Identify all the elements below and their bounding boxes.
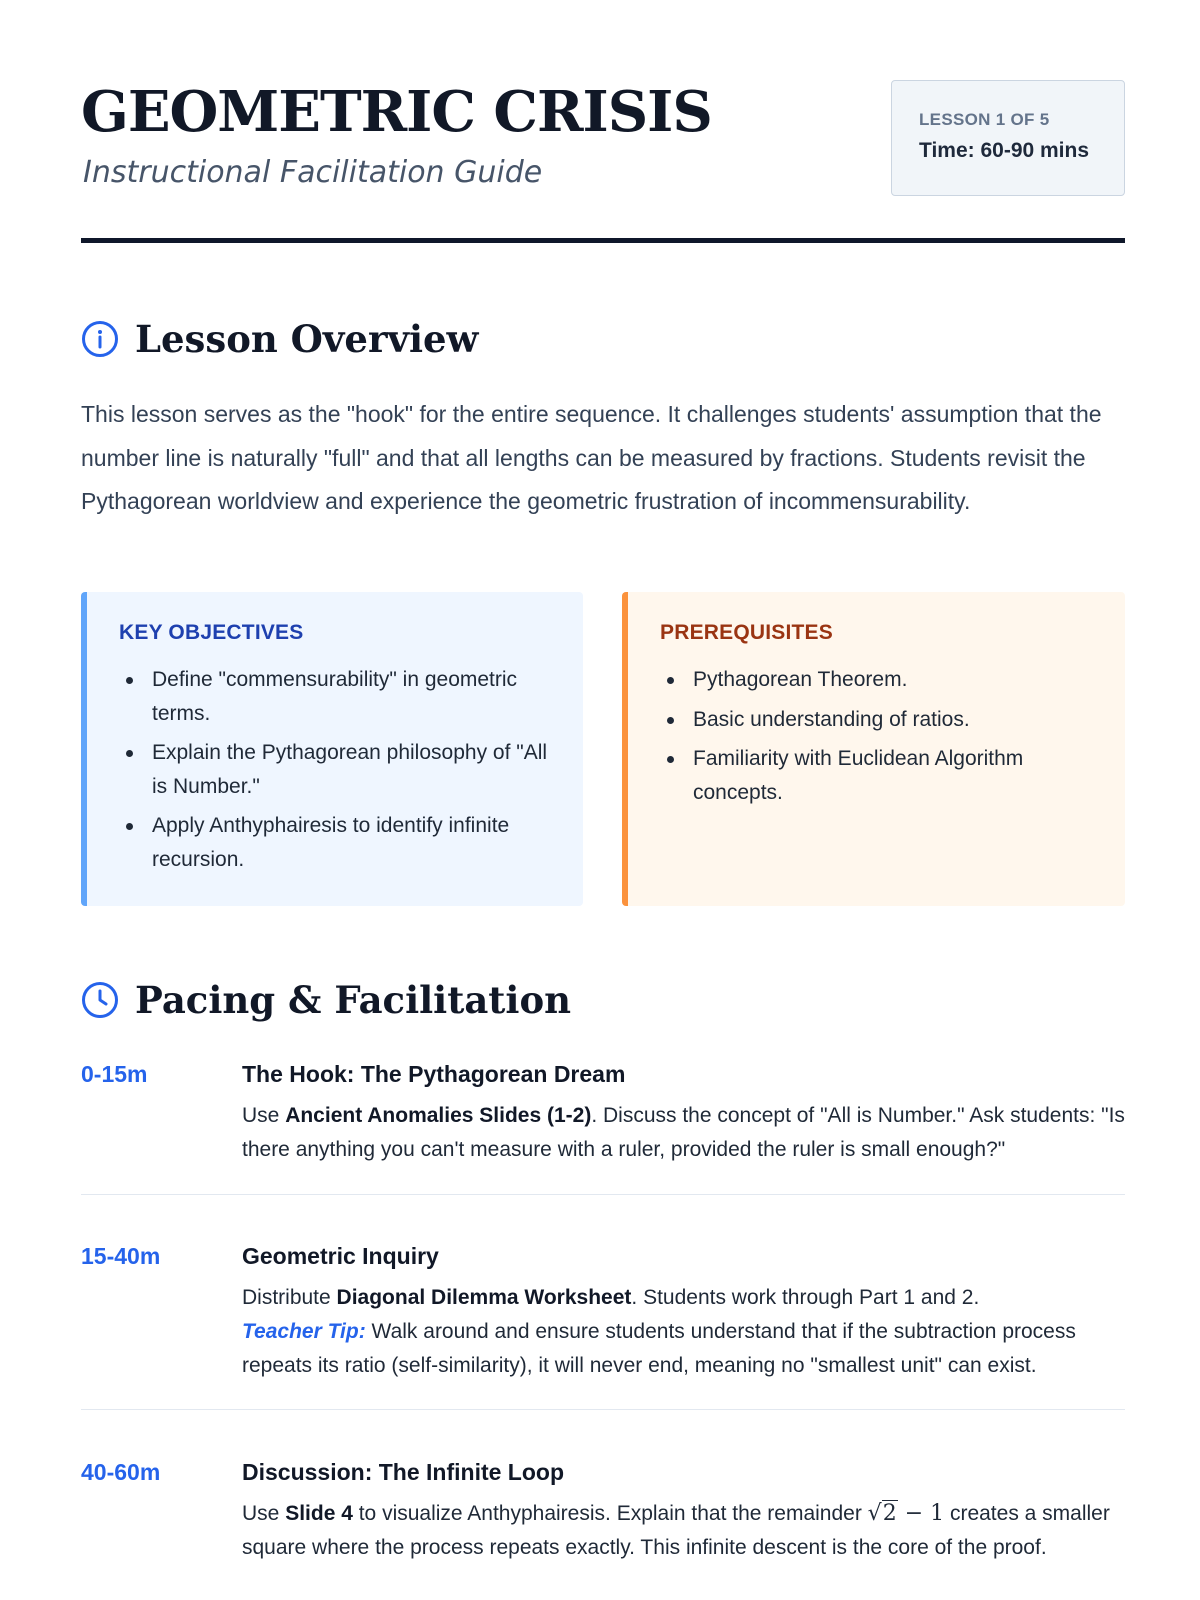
teacher-tip-text: Walk around and ensure students understand that if the subtraction process repeats its ratio (self-similarity), it will never end, meaning no "smallest unit" can exist. (242, 1320, 1076, 1377)
body-text: Use (242, 1104, 286, 1127)
resource-name: Ancient Anomalies Slides (1-2) (285, 1104, 592, 1127)
overview-text: This lesson serves as the "hook" for the entire sequence. It challenges students' assumption that the number line is naturally "full" and that all lengths can be measured by fractions. Students revisit the Pythagorean worldview and experience the geometric frustration of incommensurability. (81, 401, 1102, 514)
row-divider (81, 1194, 1125, 1195)
objective-item: Explain the Pythagorean philosophy of "All is Number." (119, 736, 555, 803)
prerequisites-heading: PREREQUISITES (660, 621, 833, 644)
pacing-time: 40-60m (81, 1459, 161, 1485)
pacing-step-body (242, 1497, 1125, 1565)
pacing-step-body (242, 1099, 1125, 1167)
objectives-heading: KEY OBJECTIVES (119, 621, 304, 644)
prerequisite-item: Familiarity with Euclidean Algorithm concepts. (660, 742, 1097, 809)
lesson-number: LESSON 1 OF 5 (919, 110, 1050, 129)
body-text: creates a smaller square where the process repeats exactly. This infinite descent is the core of the proof. (242, 1502, 1110, 1559)
lesson-info-card (891, 80, 1125, 196)
pacing-step-body (242, 1281, 1125, 1383)
objectives-box (81, 592, 583, 906)
math-remainder: − 1 (897, 1501, 945, 1526)
pacing-title: Pacing & Facilitation (135, 977, 572, 1022)
clock-icon (81, 981, 119, 1019)
document-subtitle: Instructional Facilitation Guide (83, 155, 543, 190)
pacing-row (81, 1063, 1125, 1203)
pacing-row (81, 1245, 1125, 1395)
objectives-list (119, 663, 555, 876)
resource-name: Slide 4 (285, 1502, 353, 1525)
overview-heading (81, 317, 478, 361)
pacing-step-title: Discussion: The Infinite Loop (242, 1459, 564, 1485)
prerequisites-box (622, 592, 1125, 906)
pacing-step-title: The Hook: The Pythagorean Dream (242, 1061, 626, 1087)
info-icon (81, 320, 119, 358)
prerequisite-item: Pythagorean Theorem. (660, 663, 1097, 697)
overview-title: Lesson Overview (135, 316, 479, 361)
math-expression (868, 1500, 944, 1526)
document-header (81, 80, 1125, 244)
teacher-tip-label: Teacher Tip: (242, 1320, 366, 1343)
pacing-row (81, 1461, 1125, 1600)
body-text: Distribute (242, 1286, 337, 1309)
pacing-time: 15-40m (81, 1243, 161, 1269)
radicand: 2 (882, 1501, 897, 1526)
header-divider (81, 238, 1125, 243)
body-text: Use (242, 1502, 286, 1525)
pacing-step-title: Geometric Inquiry (242, 1243, 439, 1269)
objective-item: Apply Anthyphairesis to identify infinite recursion. (119, 809, 555, 876)
radical-sign: √ (867, 1501, 882, 1526)
lesson-time: Time: 60-90 mins (919, 139, 1090, 162)
pacing-time: 0-15m (81, 1061, 148, 1087)
prerequisites-list (660, 663, 1097, 809)
prerequisite-item: Basic understanding of ratios. (660, 703, 1097, 737)
row-divider (81, 1409, 1125, 1410)
body-text: . Students work through Part 1 and 2. (631, 1286, 980, 1309)
resource-name: Diagonal Dilemma Worksheet (336, 1286, 632, 1309)
body-text: . Discuss the concept of "All is Number." Ask students: "Is there anything you can't measure with a ruler, provided the ruler is small enough?" (242, 1104, 1125, 1161)
pacing-heading (81, 978, 571, 1022)
objective-item: Define "commensurability" in geometric terms. (119, 663, 555, 730)
document-title: GEOMETRIC CRISIS (81, 79, 712, 145)
body-text: to visualize Anthyphairesis. Explain that the remainder (352, 1502, 868, 1525)
